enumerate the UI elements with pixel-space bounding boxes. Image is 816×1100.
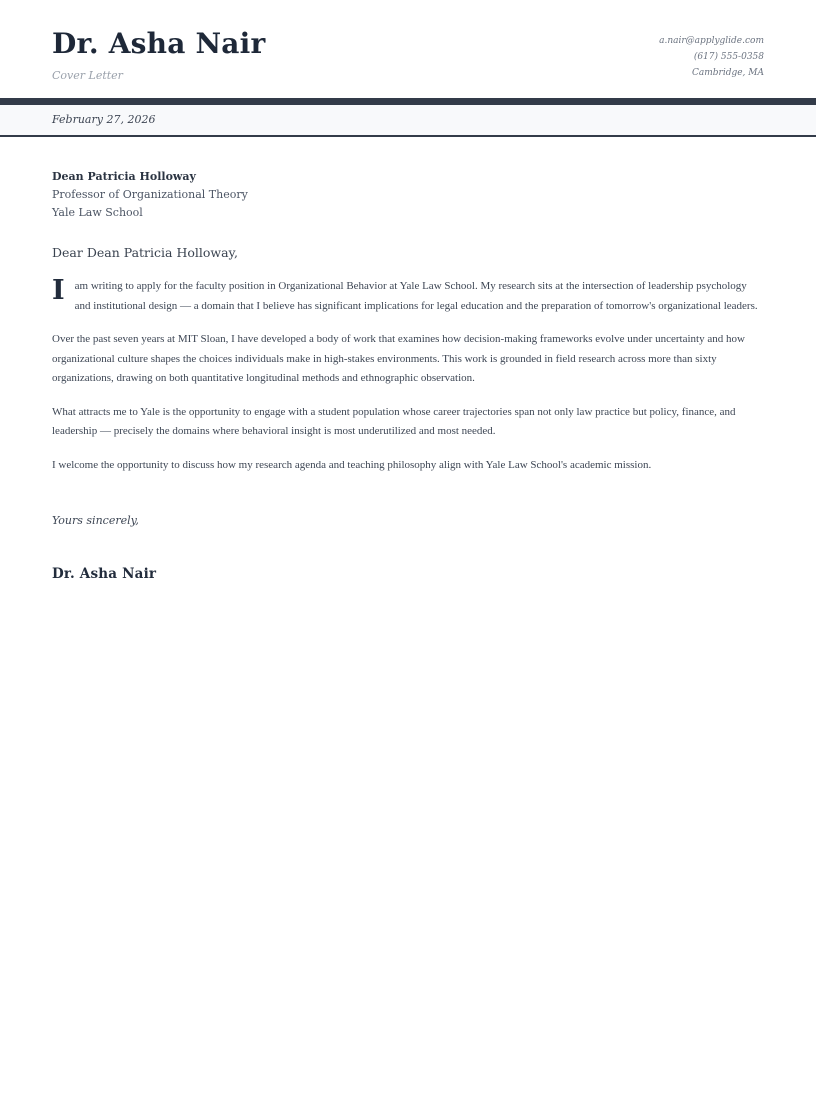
body-paragraph-2: Over the past seven years at MIT Sloan, I have developed a body of work that examines how decision-making frameworks evolve under uncertainty and how organizational culture shapes the choices individuals make in high-stakes environments. This work is grounded in field research across more than sixty organizations, drawing on both quantitative longitudinal methods and ethnographic observation. [52, 333, 745, 384]
body-paragraph-1-text: am writing to apply for the faculty position in Organizational Behavior at Yale Law School. My research sits at the intersection of leadership psychology and institutional design — a domain that I believe has significant implications for legal education and the preparation of tomorrow's organizational leaders. [74, 280, 758, 312]
body-paragraph-1 [52, 277, 764, 316]
contact-block [659, 33, 764, 81]
body-paragraph-4: I welcome the opportunity to discuss how my research agenda and teaching philosophy align with Yale Law School's academic mission. [52, 458, 652, 471]
document-type-label: Cover Letter [52, 69, 123, 82]
header-divider-bar [0, 98, 816, 105]
recipient-organization: Yale Law School [52, 206, 143, 219]
recipient-block [52, 171, 764, 219]
drop-cap: I [52, 275, 65, 306]
page-title: Dr. Asha Nair [52, 27, 266, 60]
valediction: Yours sincerely, [52, 514, 139, 527]
contact-phone: (617) 555-0358 [693, 52, 764, 62]
letter-date: February 27, 2026 [52, 113, 156, 126]
signature-name: Dr. Asha Nair [52, 566, 157, 582]
letter-header [0, 0, 816, 98]
recipient-name: Dean Patricia Holloway [52, 170, 196, 183]
contact-location: Cambridge, MA [691, 68, 764, 78]
recipient-title: Professor of Organizational Theory [52, 188, 248, 201]
salutation: Dear Dean Patricia Holloway, [52, 245, 238, 260]
header-identity [52, 28, 265, 82]
letter-content [0, 137, 816, 582]
body-paragraph-3: What attracts me to Yale is the opportunity to engage with a student population whose career trajectories span not only law practice but policy, finance, and leadership — precisely the domains where behavioral insight is most underutilized and most needed. [52, 405, 736, 437]
date-band [0, 105, 816, 137]
contact-email: a.nair@applyglide.com [659, 36, 764, 46]
